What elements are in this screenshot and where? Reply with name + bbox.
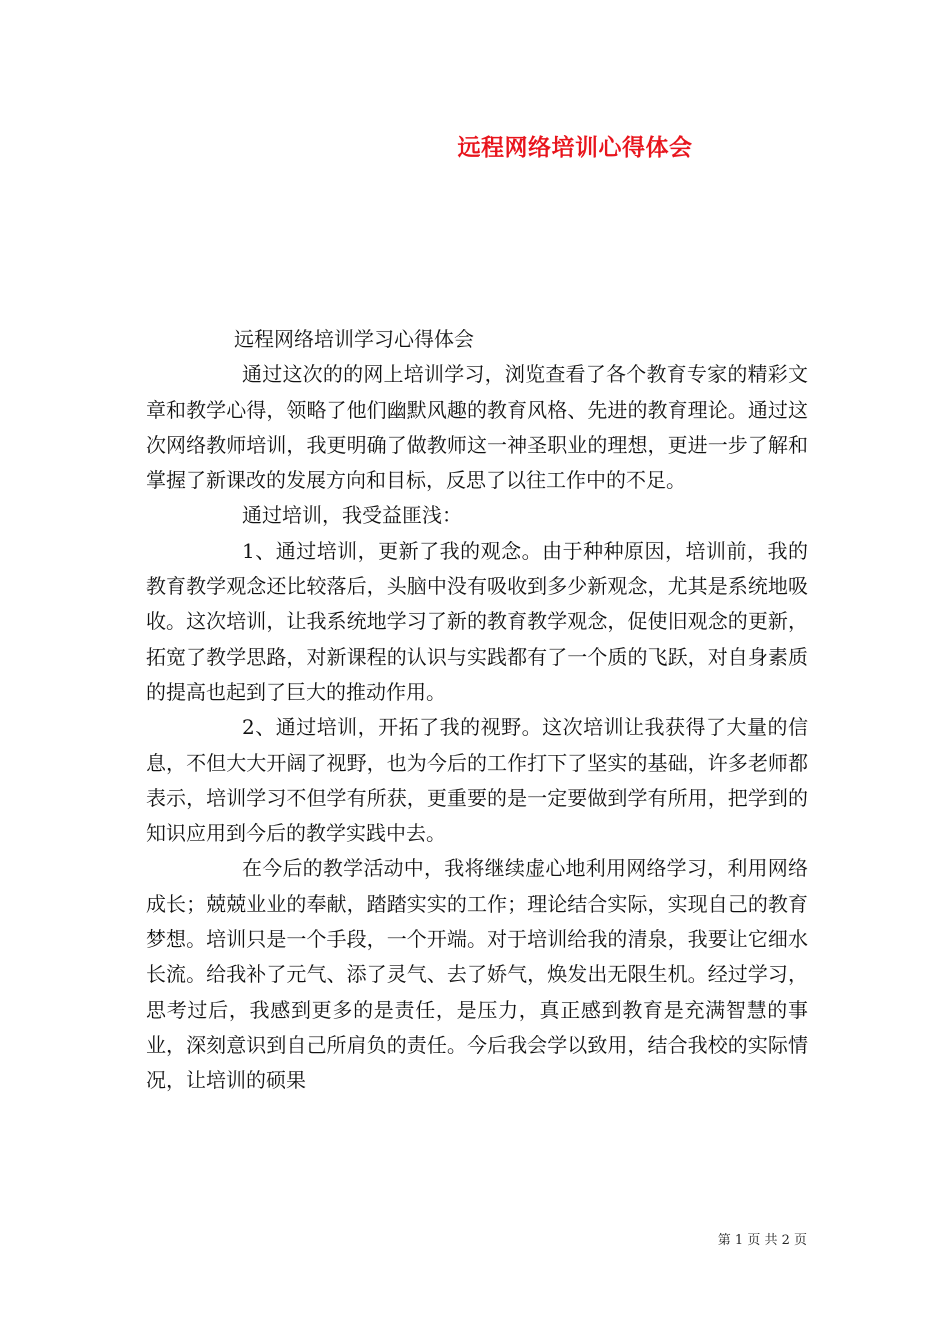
paragraph-future: 在今后的教学活动中，我将继续虚心地利用网络学习，利用网络成长；兢兢业业的奉献，踏踏实实的工作；理论结合实际，实现自己的教育梦想。培训只是一个手段，一个开端。对于培训给我的清泉，我要让它细水长流。给我补了元气、添了灵气、去了娇气，焕发出无限生机。经过学习，思考过后，我感到更多的是责任，是压力，真正感到教育是充满智慧的事业，深刻意识到自己所肩负的责任。今后我会学以致用，结合我校的实际情况，让培训的硕果	[146, 856, 808, 1093]
page-title: 远程网络培训心得体会	[457, 134, 693, 161]
paragraph-benefit-lead: 通过培训，我受益匪浅：	[242, 503, 462, 528]
paragraph-point-2: 2、通过培训，开拓了我的视野。这次培训让我获得了大量的信息，不但大大开阔了视野，也为今后的工作打下了坚实的基础，许多老师都表示，培训学习不但学有所获，更重要的是一定要做到学有所用，把学到的知识应用到今后的教学实践中去。	[146, 715, 808, 846]
page-number: 第 1 页 共 2 页	[717, 1233, 807, 1248]
paragraph-point-1: 1、通过培训，更新了我的观念。由于种种原因，培训前，我的教育教学观念还比较落后，头脑中没有吸收到多少新观念，尤其是系统地吸收。这次培训，让我系统地学习了新的教育教学观念，促使旧观念的更新，拓宽了教学思路，对新课程的认识与实践都有了一个质的飞跃，对自身素质的提高也起到了巨大的推动作用。	[146, 538, 808, 704]
paragraph-intro: 通过这次的的网上培训学习，浏览查看了各个教育专家的精彩文章和教学心得，领略了他们幽默风趣的教育风格、先进的教育理论。通过这次网络教师培训，我更明确了做教师这一神圣职业的理想，更进一步了解和掌握了新课改的发展方向和目标，反思了以往工作中的不足。	[146, 362, 808, 493]
document-subtitle: 远程网络培训学习心得体会	[234, 327, 474, 351]
document-body	[146, 322, 808, 1099]
